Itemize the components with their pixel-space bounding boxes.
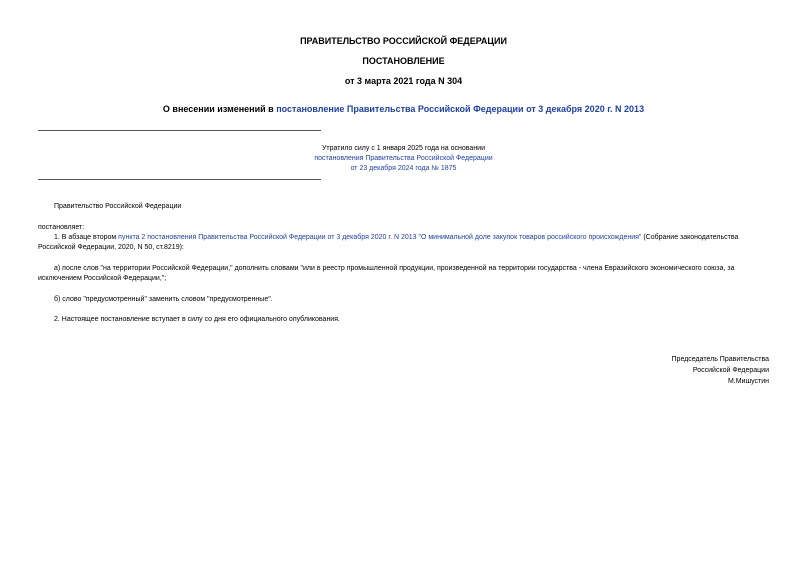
notice-top-divider <box>38 130 321 131</box>
item-b: б) слово "предусмотренный" заменить словом "предусмотренные". <box>54 296 273 303</box>
notice-bottom-divider <box>38 179 321 180</box>
signatory-title-line-2: Российской Федерации <box>692 367 769 374</box>
item-1-prefix: 1. В абзаце втором <box>54 234 119 241</box>
item-a-line-2: исключением Российской Федерации,"; <box>38 275 167 282</box>
document-title <box>0 104 807 115</box>
repealing-decree-date-link[interactable]: от 23 декабря 2024 года № 1875 <box>350 165 457 172</box>
signatory-name: М.Мишустин <box>727 378 769 385</box>
decrees-line: постановляет: <box>38 224 85 231</box>
item-a-line-1: а) после слов "на территории Российской Федерации," дополнить словами "или в реестр промышленной продукции, произведенной на территории государства - члена Евразийского экономического союза, за <box>54 265 735 272</box>
repeal-notice-link-line2 <box>0 163 807 174</box>
item-1-line-2: Российской Федерации, 2020, N 50, ст.8219): <box>38 244 184 251</box>
item-2: 2. Настоящее постановление вступает в силу со дня его официального опубликования. <box>54 316 340 323</box>
document-date-number: от 3 марта 2021 года N 304 <box>344 76 463 86</box>
repealing-decree-link[interactable]: постановления Правительства Российской Федерации <box>314 155 493 162</box>
item-1-suffix: (Собрание законодательства <box>641 234 739 241</box>
repeal-notice-text: Утратило силу с 1 января 2025 года на основании <box>321 145 486 152</box>
amended-decree-link[interactable]: постановление Правительства Российской Федерации от 3 декабря 2020 г. N 2013 <box>276 104 645 114</box>
title-prefix: О внесении изменений в <box>162 104 277 114</box>
document-type: ПОСТАНОВЛЕНИЕ <box>362 56 445 66</box>
signatory-title-line-1: Председатель Правительства <box>671 356 769 363</box>
issuing-authority: ПРАВИТЕЛЬСТВО РОССИЙСКОЙ ФЕДЕРАЦИИ <box>300 36 507 46</box>
government-line: Правительство Российской Федерации <box>54 203 182 210</box>
item-1-line-1 <box>54 233 738 243</box>
item-1-reference-link[interactable]: пункта 2 постановления Правительства Российской Федерации от 3 декабря 2020 г. N 2013 "О минимальной доле закупок товаров российского происхождения" <box>118 234 642 241</box>
